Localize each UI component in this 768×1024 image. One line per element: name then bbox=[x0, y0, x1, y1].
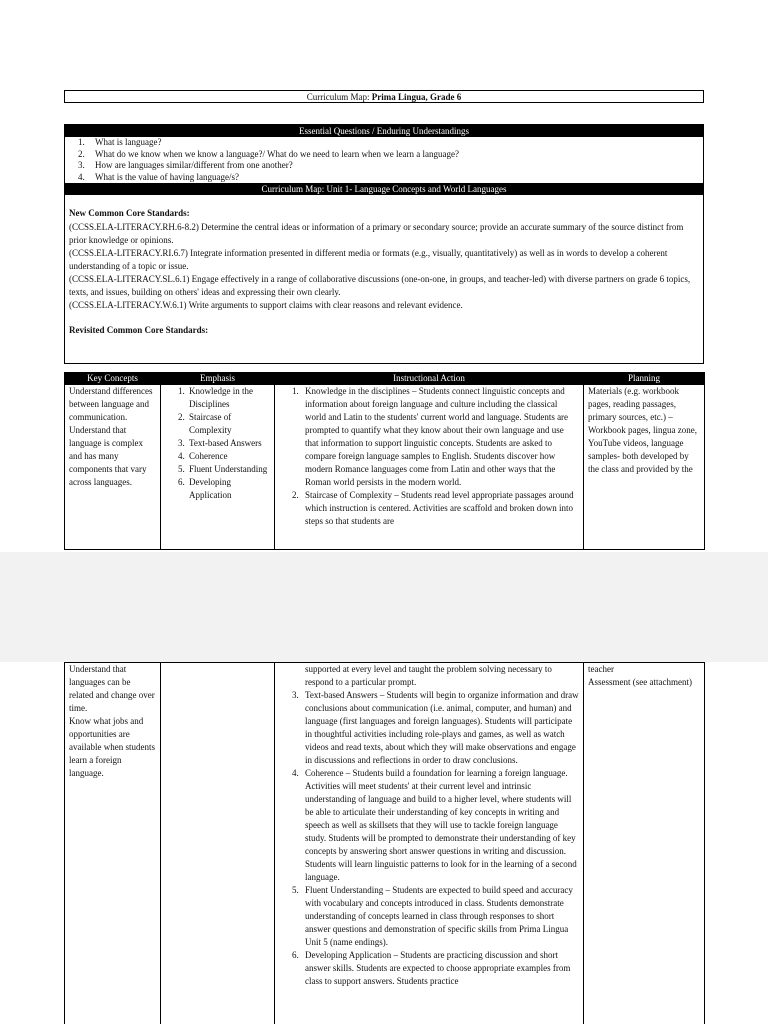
curriculum-map-title bbox=[64, 90, 704, 103]
emphasis-cell bbox=[161, 385, 275, 550]
title-prefix: Curriculum Map: bbox=[306, 92, 372, 102]
essential-questions-list bbox=[65, 137, 703, 183]
action-item: 4. Coherence – Students build a foundation for learning a foreign language. Activities will meet students' at their current level and intrinsic understanding of language and build to a higher level, where students will be able to articulate their understanding of key concepts in writing and speech as well as skillsets that they will use to tackle foreign language study. Students will be prompted to demonstrate their understanding of key concepts by answering short answer questions in writing and discussion. Students will learn linguistic patterns to look for in the learning of a second language. bbox=[301, 767, 579, 884]
essential-questions-box bbox=[64, 124, 704, 364]
key-concept: Understand that languages can be related and change over time. bbox=[69, 664, 155, 713]
essential-question: 3. How are languages similar/different from one another? bbox=[87, 160, 703, 172]
standard-item: (CCSS.ELA-LITERACY.RI.6.7) Integrate information presented in different media or formats (e.g., visually, quantitatively) as well as in words to develop a coherent understanding of a topic or issue. bbox=[69, 248, 668, 271]
action-list bbox=[279, 689, 579, 988]
document-page-2 bbox=[0, 662, 768, 1024]
emphasis-item: 2. Staircase of Complexity bbox=[187, 411, 270, 437]
header-emphasis: Emphasis bbox=[161, 373, 275, 385]
header-planning: Planning bbox=[584, 373, 705, 385]
table-header-row bbox=[65, 373, 705, 385]
essential-questions-header: Essential Questions / Enduring Understandings bbox=[65, 125, 703, 137]
planning-cell bbox=[584, 663, 705, 1024]
action-item: 3. Text-based Answers – Students will begin to organize information and draw conclusions about communication (i.e. animal, computer, and human) and language (first languages and foreign languages). Students will participate in thoughtful activities including role-plays and games, as well as watch videos and read texts, about which they will make observations and engage in discussions and reflections in order to draw conclusions. bbox=[301, 689, 579, 767]
planning-cell bbox=[584, 385, 705, 550]
instructional-action-cell bbox=[275, 663, 584, 1024]
essential-question: 2. What do we know when we know a language?/ What do we need to learn when we learn a language? bbox=[87, 149, 703, 161]
table-row bbox=[65, 663, 705, 1024]
title-bold: Prima Lingua, Grade 6 bbox=[371, 92, 462, 102]
emphasis-item: 1. Knowledge in the Disciplines bbox=[187, 385, 270, 411]
key-concept: Know what jobs and opportunities are available when students learn a foreign language. bbox=[69, 716, 155, 778]
standard-item: (CCSS.ELA-LITERACY.SL.6.1) Engage effectively in a range of collaborative discussions (one-on-one, in groups, and teacher-led) with diverse partners on grade 6 topics, texts, and issues, building on others' ideas and expressing their own clearly. bbox=[69, 274, 691, 297]
key-concepts-cell bbox=[65, 663, 161, 1024]
action-continuation: supported at every level and taught the problem solving necessary to respond to a particular prompt. bbox=[305, 664, 552, 687]
action-item: 6. Developing Application – Students are practicing discussion and short answer skills. Students are expected to choose appropriate examples from class to support answers. Students practice bbox=[301, 949, 579, 988]
emphasis-cell bbox=[161, 663, 275, 1024]
standards-section bbox=[65, 195, 703, 363]
header-instructional-action: Instructional Action bbox=[275, 373, 584, 385]
action-item: 1. Knowledge in the disciplines – Students connect linguistic concepts and information about foreign language and culture including the classical world and Latin to the students' current world and language. Students are prompted to quantify what they know about their own language and use that information to support linguistic concepts. Students are asked to compare foreign language samples to English. Students discover how modern Romance languages come from Latin and other ways that the Roman world persists in the modern world. bbox=[301, 385, 579, 489]
planning-item: Workbook pages, lingua zone, YouTube videos, language samples- both developed by the class and provided by the bbox=[588, 425, 697, 474]
action-list bbox=[279, 385, 579, 528]
curriculum-table-page-2 bbox=[64, 662, 705, 1024]
emphasis-item: 5. Fluent Understanding bbox=[187, 463, 270, 476]
action-item: 2. Staircase of Complexity – Students read level appropriate passages around which instruction is centered. Activities are scaffold and broken down into steps so that students are bbox=[301, 489, 579, 528]
planning-item: Assessment (see attachment) bbox=[588, 677, 692, 687]
table-row bbox=[65, 385, 705, 550]
page-gap bbox=[0, 552, 768, 662]
key-concept: Understand that language is complex and has many components that vary across languages. bbox=[69, 425, 147, 487]
essential-question: 4. What is the value of having language/s? bbox=[87, 172, 703, 184]
essential-question: 1. What is language? bbox=[87, 137, 703, 149]
emphasis-item: 6. Developing Application bbox=[187, 476, 270, 502]
curriculum-table-page-1 bbox=[64, 372, 705, 550]
header-key-concepts: Key Concepts bbox=[65, 373, 161, 385]
new-standards-heading: New Common Core Standards: bbox=[69, 208, 190, 218]
emphasis-item: 3. Text-based Answers bbox=[187, 437, 270, 450]
planning-item: Materials (e.g. workbook pages, reading passages, primary sources, etc.) – bbox=[588, 386, 679, 422]
key-concepts-cell bbox=[65, 385, 161, 550]
instructional-action-cell bbox=[275, 385, 584, 550]
planning-item: teacher bbox=[588, 664, 614, 674]
unit-header: Curriculum Map: Unit 1- Language Concepts and World Languages bbox=[65, 183, 703, 195]
action-item: 5. Fluent Understanding – Students are expected to build speed and accuracy with vocabulary and concepts introduced in class. Students demonstrate understanding of concepts learned in class through responses to short answer questions and demonstration of specific skills from Prima Lingua Unit 5 (name endings). bbox=[301, 884, 579, 949]
emphasis-list bbox=[165, 385, 270, 502]
standard-item: (CCSS.ELA-LITERACY.RH.6-8.2) Determine the central ideas or information of a primary or secondary source; provide an accurate summary of the source distinct from prior knowledge or opinions. bbox=[69, 222, 684, 245]
standard-item: (CCSS.ELA-LITERACY.W.6.1) Write arguments to support claims with clear reasons and relevant evidence. bbox=[69, 300, 463, 310]
emphasis-item: 4. Coherence bbox=[187, 450, 270, 463]
key-concept: Understand differences between language and communication. bbox=[69, 386, 153, 422]
revisited-standards-heading: Revisited Common Core Standards: bbox=[69, 325, 209, 335]
